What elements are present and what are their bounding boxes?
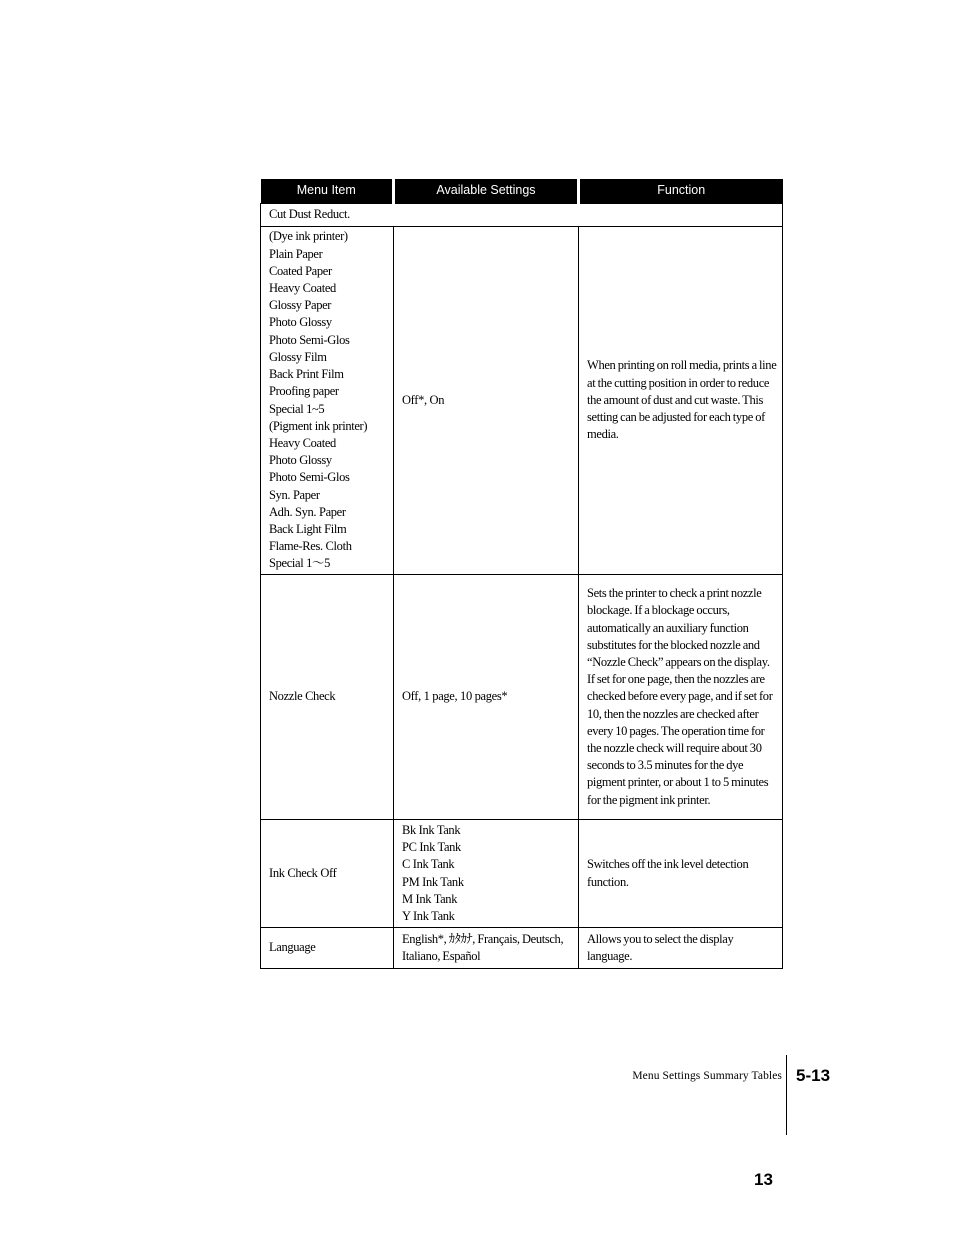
ink-tank-item: M Ink Tank [402, 891, 458, 906]
media-type-item: Coated Paper [269, 263, 332, 278]
media-type-item: (Pigment ink printer) [269, 418, 368, 433]
media-type-item: Flame-Res. Cloth [269, 539, 352, 554]
ink-tank-list [402, 822, 574, 925]
media-type-item: Special 1〜5 [269, 556, 331, 571]
media-type-item: Syn. Paper [269, 487, 320, 502]
ink-tank-item: PC Ink Tank [402, 840, 461, 855]
table-row [261, 575, 783, 820]
header-menu-item: Menu Item [261, 179, 394, 204]
function-cell: Sets the printer to check a print nozzle blockage. If a blockage occurs, automatically an auxiliary function substitutes for the blocked nozzle and “Nozzle Check” appears on the display. If set for one page, then the nozzles are checked before every page, and if set for 10, then the nozzles are checked after every 10 pages. The operation time for the nozzle check will require about 30 seconds to 3.5 minutes for the dye pigment printer, or about 1 to 5 minutes for the pigment ink printer. [579, 575, 783, 820]
function-cell: When printing on roll media, prints a line at the cutting position in order to reduce the amount of dust and cut waste. This setting can be adjusted for each type of media. [579, 227, 783, 575]
function-cell: Allows you to select the display language. [579, 928, 783, 969]
section-row [261, 204, 783, 227]
footer-divider [786, 1055, 787, 1135]
table-row [261, 928, 783, 969]
media-type-item: Photo Semi-Glos [269, 332, 350, 347]
settings-cell [394, 820, 579, 928]
media-type-item: Glossy Film [269, 349, 327, 364]
function-cell: Switches off the ink level detection function. [579, 820, 783, 928]
ink-tank-item: Bk Ink Tank [402, 822, 461, 837]
media-type-item: Back Print Film [269, 367, 344, 382]
menu-item-cell: Ink Check Off [261, 820, 394, 928]
menu-item-cell: Nozzle Check [261, 575, 394, 820]
table-row [261, 227, 783, 575]
settings-cell: English*, ｶﾀｶﾅ, Français, Deutsch, Italiano, Español [394, 928, 579, 969]
header-available-settings: Available Settings [394, 179, 579, 204]
page-number: 13 [754, 1170, 773, 1189]
menu-settings-table [260, 179, 783, 969]
media-type-item: Photo Glossy [269, 315, 332, 330]
header-function: Function [579, 179, 783, 204]
media-type-item: Adh. Syn. Paper [269, 504, 346, 519]
menu-item-cell [261, 227, 394, 575]
media-type-item: Heavy Coated [269, 435, 336, 450]
media-type-item: Proofing paper [269, 384, 339, 399]
chapter-page-number: 5-13 [796, 1066, 831, 1085]
media-type-item: Glossy Paper [269, 298, 332, 313]
media-type-item: Photo Semi-Glos [269, 470, 350, 485]
media-type-item: Plain Paper [269, 246, 323, 261]
settings-cell: Off, 1 page, 10 pages* [394, 575, 579, 820]
section-label-cut-dust-reduct: Cut Dust Reduct. [261, 204, 783, 227]
media-type-item: Back Light Film [269, 521, 347, 536]
ink-tank-item: PM Ink Tank [402, 874, 464, 889]
table-header-row [261, 179, 783, 204]
section-title: Menu Settings Summary Tables [632, 1070, 782, 1082]
menu-item-cell: Language [261, 928, 394, 969]
media-type-list [269, 228, 389, 572]
media-type-item: (Dye ink printer) [269, 229, 348, 244]
media-type-item: Special 1~5 [269, 401, 325, 416]
media-type-item: Heavy Coated [269, 281, 336, 296]
table-row [261, 820, 783, 928]
settings-cell: Off*, On [394, 227, 579, 575]
ink-tank-item: Y Ink Tank [402, 908, 455, 923]
ink-tank-item: C Ink Tank [402, 857, 455, 872]
media-type-item: Photo Glossy [269, 453, 332, 468]
